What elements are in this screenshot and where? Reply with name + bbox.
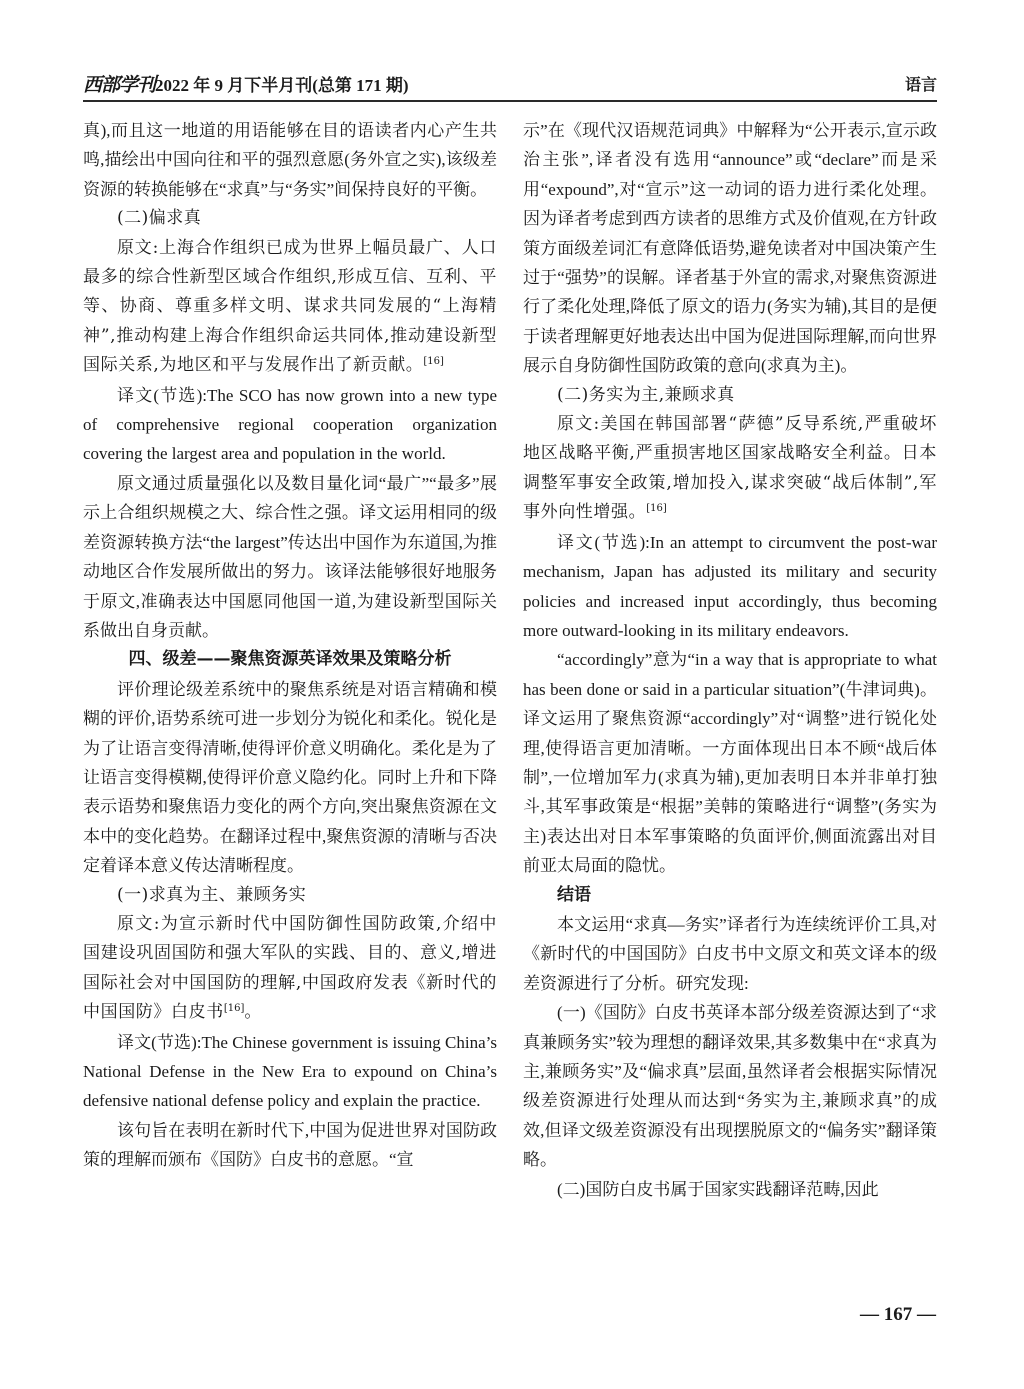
source-text-paragraph bbox=[83, 234, 497, 381]
subsection-heading: (二)偏求真 bbox=[117, 208, 202, 229]
right-column bbox=[523, 116, 937, 1296]
page-number: — 167 — bbox=[860, 1304, 936, 1325]
section-label: 语言 bbox=[904, 75, 937, 94]
translation-paragraph: 译文(节选):In an attempt to circumvent the post-war mechanism, Japan has adjusted its military and security policies and increased input accordingly, thus becoming more outward-looking in its military endeavors. bbox=[523, 532, 937, 640]
paragraph: (一)《国防》白皮书英译本部分级差资源达到了“求真兼顾务实”较为理想的翻译效果,其多数集中在“求真为主,兼顾务实”及“偏求真”层面,虽然译者会根据实际情况级差资源进行处理从而达到“务实为主,兼顾求真”的成效,但译文级差资源没有出现摆脱原文的“偏务实”翻译策略。 bbox=[523, 1003, 937, 1170]
translation-paragraph: 译文(节选):The Chinese government is issuing China’s National Defense in the New Era to expound on China’s defensive national defense policy and explain the practice. bbox=[83, 1032, 497, 1111]
paragraph: 示”在《现代汉语规范词典》中解释为“公开表示,宣示政治主张”,译者没有选用“announce”或“declare”而是采用“expound”,对“宣示”这一动词的语力进行柔化处理。因为译者考虑到西方读者的思维方式及价值观,在方针政策方面级差词汇有意降低语势,避免读者对中国决策产生过于“强势”的误解。译者基于外宣的需求,对聚焦资源进行了柔化处理,降低了原文的语力(务实为辅),其目的是便于读者理解更好地表达出中国为促进国际理解,而向世界展示自身防御性国防政策的意向(求真为主)。 bbox=[523, 121, 937, 376]
issue-info: 2022 年 9 月下半月刊(总第 171 期) bbox=[155, 76, 409, 95]
source-text: 原文:美国在韩国部署“萨德”反导系统,严重破坏地区战略平衡,严重损害地区国家战略安全利益。日本调整军事安全政策,增加投入,谋求突破“战后体制”,军事外向性增强。 bbox=[523, 414, 937, 523]
source-text-end: 。 bbox=[244, 1002, 262, 1023]
running-header bbox=[83, 72, 937, 98]
source-text: 原文:上海合作组织已成为世界上幅员最广、人口最多的综合性新型区域合作组织,形成互信、互利、平等、协商、尊重多样文明、谋求共同发展的“上海精神”,推动构建上海合作组织命运共同体,推动建设新型国际关系,为地区和平与发展作出了新贡献。 bbox=[83, 237, 497, 376]
section-heading: 结语 bbox=[557, 884, 591, 905]
citation: [16] bbox=[646, 503, 667, 515]
header-rule bbox=[83, 100, 937, 102]
citation: [16] bbox=[223, 1003, 245, 1015]
section-heading: 四、级差——聚焦资源英译效果及策略分析 bbox=[128, 649, 452, 670]
subsection-heading: (二)务实为主,兼顾求真 bbox=[557, 384, 735, 405]
translation-paragraph: 译文(节选):The SCO has now grown into a new type of comprehensive regional cooperation organization covering the largest area and population in the world. bbox=[83, 385, 497, 464]
subsection-heading: (一)求真为主、兼顾务实 bbox=[117, 884, 307, 905]
paragraph: 评价理论级差系统中的聚焦系统是对语言精确和模糊的评价,语势系统可进一步划分为锐化和柔化。锐化是为了让语言变得清晰,使得评价意义明确化。柔化是为了让语言变得模糊,使得评价意义隐约化。同时上升和下降表示语势和聚焦语力变化的两个方向,突出聚焦资源在文本中的变化趋势。在翻译过程中,聚焦资源的清晰与否决定着译本意义传达清晰程度。 bbox=[83, 679, 497, 876]
source-text-paragraph bbox=[523, 410, 937, 528]
left-column bbox=[83, 116, 497, 1296]
paragraph: 该句旨在表明在新时代下,中国为促进世界对国防政策的理解而颁布《国防》白皮书的意愿。“宣 bbox=[83, 1120, 497, 1170]
journal-logo: 西部学刊 bbox=[83, 74, 156, 96]
paragraph: 原文通过质量强化以及数目量化词“最广”“最多”展示上合组织规模之大、综合性之强。译文运用相同的级差资源转换方法“the largest”传达出中国作为东道国,为推动地区合作发展所做出的努力。该译法能够很好地服务于原文,准确表达中国愿同他国一道,为建设新型国际关系做出自身贡献。 bbox=[83, 473, 497, 640]
paragraph: 真),而且这一地道的用语能够在目的语读者内心产生共鸣,描绘出中国向往和平的强烈意愿(务外宣之实),该级差资源的转换能够在“求真”与“务实”间保持良好的平衡。 bbox=[83, 121, 497, 199]
source-text: 原文:为宣示新时代中国防御性国防政策,介绍中国建设巩固国防和强大军队的实践、目的、意义,增进国际社会对中国国防的理解,中国政府发表《新时代的中国国防》白皮书 bbox=[83, 913, 497, 1023]
paragraph: (二)国防白皮书属于国家实践翻译范畴,因此 bbox=[557, 1179, 879, 1199]
paragraph: “accordingly”意为“in a way that is appropriate to what has been done or said in a particular situation”(牛津词典)。译文运用了聚焦资源“accordingly”对“调整”进行锐化处理,使得语言更加清晰。一方面体现出日本不顾“战后体制”,一位增加军力(求真为辅),更加表明日本并非单打独斗,其军事政策是“根据”美韩的策略进行“调整”(务实为主)表达出对日本军事策略的负面评价,侧面流露出对目前亚太局面的隐忧。 bbox=[523, 650, 937, 876]
citation: [16] bbox=[423, 356, 444, 368]
paragraph: 本文运用“求真—务实”译者行为连续统评价工具,对《新时代的中国国防》白皮书中文原文和英文译本的级差资源进行了分析。研究发现: bbox=[523, 914, 937, 993]
source-text-paragraph bbox=[83, 910, 497, 1028]
